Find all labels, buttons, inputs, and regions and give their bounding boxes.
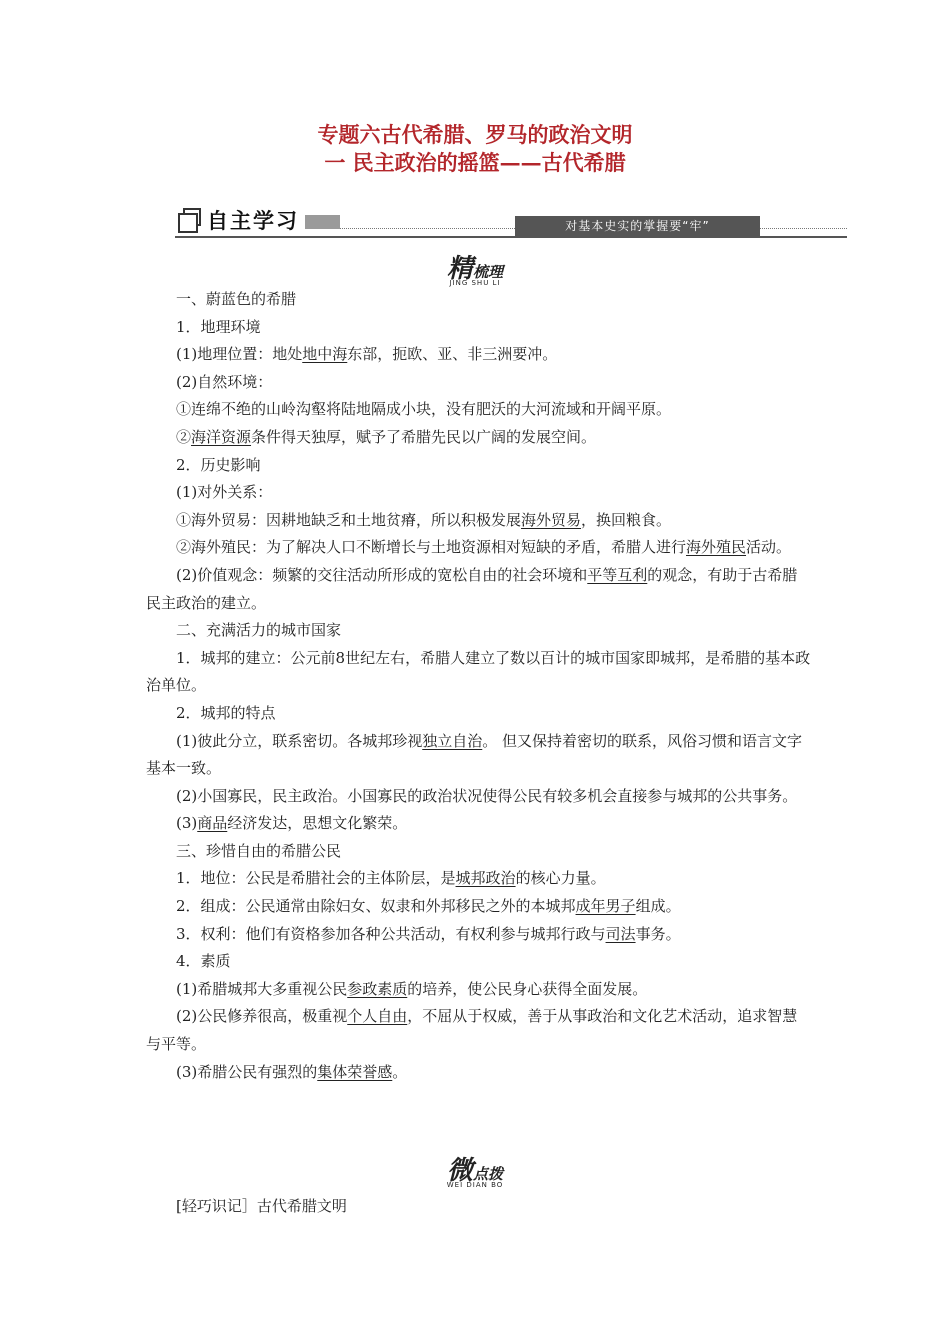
text-run: 的观念，有助于古希腊民主政治的建立。	[146, 565, 798, 612]
banner-underline	[175, 236, 847, 238]
paragraph	[146, 534, 812, 562]
paragraph	[146, 976, 812, 1004]
underlined-answer: 商品	[197, 814, 228, 833]
text-run: (1)希腊城邦大多重视公民	[176, 979, 348, 998]
paragraph	[146, 1059, 812, 1087]
section-banner	[175, 203, 847, 239]
logo-pinyin: WEI DIAN BO	[446, 1181, 504, 1189]
text-run: ，不屈从于权威，善于从事政治和文化艺术活动，追求智慧与平等。	[146, 1007, 798, 1054]
text-run: 1．城邦的建立：公元前8世纪左右，希腊人建立了数以百计的城市国家即城邦，是希腊的基本政治单位。	[146, 648, 811, 695]
paragraph	[146, 479, 812, 507]
paragraph	[146, 562, 812, 617]
text-run: 2．组成：公民通常由除妇女、奴隶和外邦移民之外的本城邦	[176, 897, 576, 916]
text-run: 。	[392, 1062, 408, 1081]
logo-small-text: 点拨	[473, 1165, 504, 1183]
paragraph	[146, 948, 812, 976]
logo-small-text: 梳理	[473, 263, 504, 281]
text-run: ，换回粮食。	[581, 510, 672, 529]
paragraph	[146, 424, 812, 452]
text-run: (1)彼此分立，联系密切。各城邦珍视	[176, 731, 423, 750]
paragraph	[146, 838, 812, 866]
text-run: ①连绵不绝的山岭沟壑将陆地隔成小块，没有肥沃的大河流域和开阔平原。	[176, 400, 672, 419]
logo-pinyin: JING SHU LI	[449, 279, 501, 287]
page-title: 专题六古代希腊、罗马的政治文明	[317, 122, 633, 147]
text-run: 3．权利：他们有资格参加各种公共活动，有权利参与城邦行政与	[176, 924, 606, 943]
paragraph	[146, 369, 812, 397]
document-body	[146, 286, 812, 1086]
text-run: 二、充满活力的城市国家	[176, 621, 342, 640]
underlined-answer: 海洋资源	[191, 427, 252, 446]
text-run: 条件得天独厚，赋予了希腊先民以广阔的发展空间。	[251, 427, 597, 446]
text-run: 4．素质	[176, 952, 231, 971]
text-run: 三、珍惜自由的希腊公民	[176, 841, 342, 860]
text-run: 。 但又保持着密切的联系，风俗习惯和语言文字基本一致。	[146, 731, 803, 778]
logo-jingshuli	[0, 248, 950, 287]
underlined-answer: 集体荣誉感	[317, 1062, 393, 1081]
paragraph	[146, 865, 812, 893]
paragraph	[146, 810, 812, 838]
paragraph	[146, 314, 812, 342]
text-run: (2)公民修养很高，极重视	[176, 1007, 348, 1026]
underlined-answer: 成年男子	[575, 897, 636, 916]
text-run: (3)希腊公民有强烈的	[176, 1062, 318, 1081]
underlined-answer: 参政素质	[347, 979, 408, 998]
paragraph	[146, 396, 812, 424]
text-run: 1．地位：公民是希腊社会的主体阶层，是	[176, 869, 456, 888]
text-run: 的核心力量。	[515, 869, 606, 888]
paragraph	[146, 728, 812, 783]
text-run: ①海外贸易：因耕地缺乏和土地贫瘠，所以积极发展	[176, 510, 522, 529]
text-run: (2)价值观念：频繁的交往活动所形成的宽松自由的社会环境和	[176, 565, 588, 584]
banner-grey-bar	[305, 215, 340, 229]
paragraph	[146, 341, 812, 369]
text-run: 事务。	[635, 924, 681, 943]
underlined-answer: 个人自由	[347, 1007, 408, 1026]
banner-label: 自主学习	[207, 209, 299, 233]
paragraph	[146, 921, 812, 949]
paragraph	[146, 286, 812, 314]
paragraph	[146, 617, 812, 645]
underlined-answer: 城邦政治	[455, 869, 516, 888]
paragraph	[146, 645, 812, 700]
text-run: 一、蔚蓝色的希腊	[176, 290, 297, 308]
underlined-answer: 司法	[605, 924, 636, 943]
paragraph	[146, 1003, 812, 1058]
paragraph	[146, 783, 812, 811]
text-run: (1)对外关系：	[176, 483, 273, 502]
logo-big-char: 精	[446, 254, 473, 284]
text-run: 组成。	[635, 897, 681, 916]
text-run: 东部，扼欧、亚、非三洲要冲。	[347, 345, 558, 364]
text-run: 2．城邦的特点	[176, 703, 276, 722]
paragraph	[146, 507, 812, 535]
underlined-answer: 独立自治	[422, 731, 483, 750]
text-run: 活动。	[746, 538, 792, 557]
text-run: 1．地理环境	[176, 317, 261, 336]
underlined-answer: 海外殖民	[686, 538, 747, 557]
paragraph	[146, 893, 812, 921]
logo-big-char: 微	[446, 1156, 473, 1186]
banner-square-icon-front	[178, 213, 198, 233]
paragraph	[146, 452, 812, 480]
text-run: (3)	[176, 814, 198, 833]
banner-slogan: 对基本史实的掌握要“牢”	[515, 216, 760, 236]
underlined-answer: 地中海	[302, 345, 348, 364]
text-run: ②	[176, 427, 192, 446]
text-run: (2)自然环境：	[176, 372, 273, 391]
text-run: 2．历史影响	[176, 455, 261, 474]
text-run: (1)地理位置：地处	[176, 345, 303, 364]
underlined-answer: 平等互利	[587, 565, 648, 584]
text-run: ②海外殖民：为了解决人口不断增长与土地资源相对短缺的矛盾，希腊人进行	[176, 538, 687, 557]
memory-tip-heading: [轻巧识记］古代希腊文明	[176, 1197, 347, 1215]
text-run: 的培养，使公民身心获得全面发展。	[407, 979, 648, 998]
paragraph	[146, 700, 812, 728]
logo-weidianbo	[0, 1150, 950, 1189]
page-subtitle: 一 民主政治的摇篮——古代希腊	[324, 150, 626, 175]
text-run: 经济发达，思想文化繁荣。	[227, 814, 408, 833]
underlined-answer: 海外贸易	[521, 510, 582, 529]
text-run: (2)小国寡民，民主政治。小国寡民的政治状况使得公民有较多机会直接参与城邦的公共事务。	[176, 786, 798, 805]
